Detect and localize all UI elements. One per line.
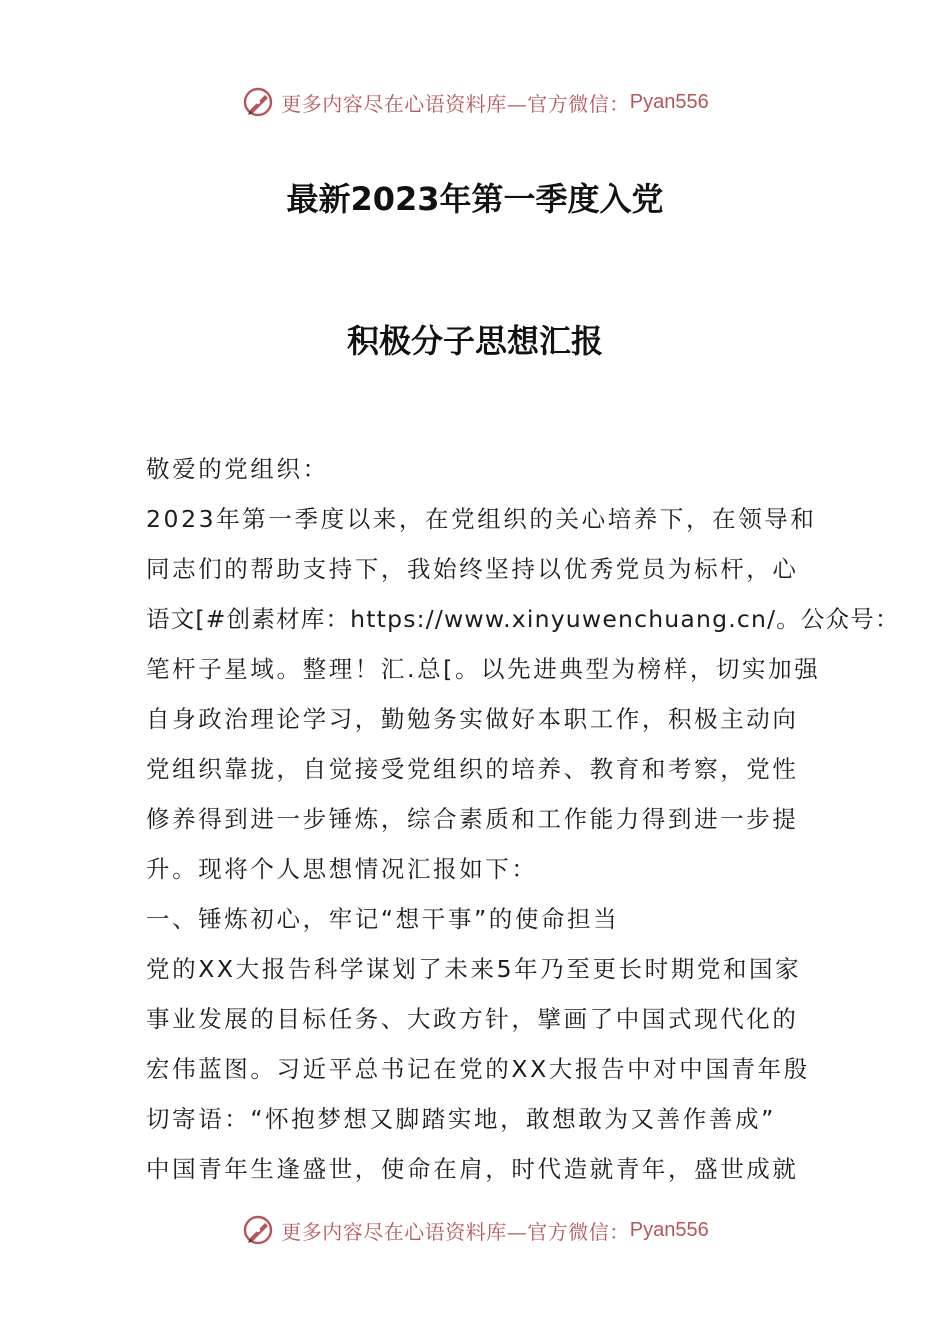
banner-text: 更多内容尽在心语资料库—官方微信：	[281, 1219, 630, 1244]
paragraph-line: 2023年第一季度以来，在党组织的关心培养下，在领导和	[146, 505, 817, 533]
paragraph-line: 语文[#创素材库：https://www.xinyuwenchuang.cn/。公众号：	[146, 605, 900, 633]
paragraph-line: 修养得到进一步锤炼，综合素质和工作能力得到进一步提	[146, 805, 799, 833]
paragraph-line: 中国青年生逢盛世，使命在肩，时代造就青年，盛世成就	[146, 1155, 799, 1183]
header-watermark-banner	[0, 82, 950, 122]
document-title-line-2: 积极分子思想汇报	[346, 322, 603, 360]
document-title-line-1: 最新2023年第一季度入党	[286, 180, 664, 218]
banner-handle: Pyan556	[629, 1218, 709, 1241]
section-heading: 一、锤炼初心，牢记“想干事”的使命担当	[146, 905, 620, 933]
document-body	[146, 444, 900, 1194]
footer-watermark-banner	[0, 1210, 950, 1250]
paragraph-line: 宏伟蓝图。习近平总书记在党的XX大报告中对中国青年殷	[146, 1055, 810, 1083]
banner-text: 更多内容尽在心语资料库—官方微信：	[281, 91, 630, 116]
banner-handle: Pyan556	[629, 90, 709, 113]
paragraph-line: 升。现将个人思想情况汇报如下：	[146, 855, 538, 883]
paragraph-line: 笔杆子星域。整理！汇.总[。以先进典型为榜样，切实加强	[146, 655, 821, 683]
paragraph-line: 党的XX大报告科学谋划了未来5年乃至更长时期党和国家	[146, 955, 802, 983]
pen-logo-icon	[241, 85, 275, 119]
paragraph-line: 切寄语：“怀抱梦想又脚踏实地，敢想敢为又善作善成”	[146, 1105, 776, 1133]
paragraph-line: 自身政治理论学习，勤勉务实做好本职工作，积极主动向	[146, 705, 799, 733]
salutation: 敬爱的党组织：	[146, 455, 329, 483]
pen-logo-icon	[241, 1213, 275, 1247]
paragraph-line: 党组织靠拢，自觉接受党组织的培养、教育和考察，党性	[146, 755, 799, 783]
paragraph-line: 同志们的帮助支持下，我始终坚持以优秀党员为标杆，心	[146, 555, 799, 583]
paragraph-line: 事业发展的目标任务、大政方针，擘画了中国式现代化的	[146, 1005, 799, 1033]
